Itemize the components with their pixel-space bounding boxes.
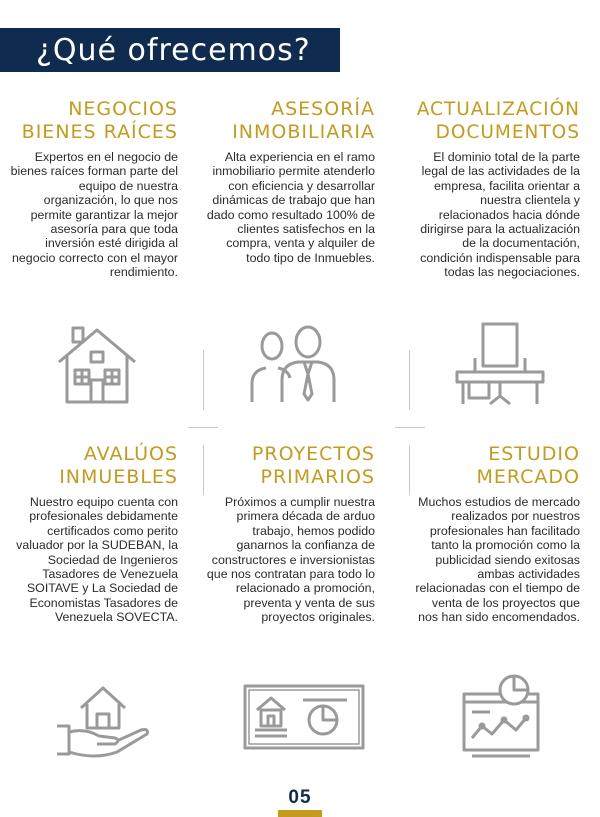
service-proyectos xyxy=(205,443,375,625)
service-title: ESTUDIO MERCADO xyxy=(476,443,580,488)
service-description: Nuestro equipo cuenta con profesionales debidamente certificados como perito valuador por la SUDEBAN, la Sociedad de Ingenieros Tasadores de Venezuela SOITAVE y La Sociedad de Economistas Tasadores de Venezuela SOVECTA. xyxy=(16,495,178,625)
service-title: AVALÚOS INMUEBLES xyxy=(59,443,178,488)
divider xyxy=(409,350,410,410)
service-description: Próximos a cumplir nuestra primera década de arduo trabajo, hemos podido ganarnos la confianza de constructores e inversionistas que nos contratan para todo lo relacionado a promoción, preventa y venta de sus proyectos originales. xyxy=(206,495,375,625)
office-desk-icon xyxy=(455,320,545,408)
service-actualizacion xyxy=(410,98,580,280)
house-icon xyxy=(55,322,139,406)
divider xyxy=(395,427,425,428)
service-title: NEGOCIOS BIENES RAÍCES xyxy=(21,98,178,143)
market-analytics-icon xyxy=(460,672,546,758)
page-number-underline xyxy=(278,810,322,817)
service-description: Expertos en el negocio de bienes raíces forman parte del equipo de nuestra organización, lo que nos permite garantizar la mejor asesoría para que toda inversión esté dirigida al negocio correcto con el mayor rendimiento. xyxy=(10,150,178,280)
page-title: ¿Qué ofrecemos? xyxy=(36,32,311,68)
service-description: El dominio total de la parte legal de las actividades de la empresa, facilita orientar a nuestra clientela y relacionados hacia dónde dirigirse para la actualización de la documentación, condición indispensable para todas las negociaciones. xyxy=(420,150,580,280)
service-avaluos xyxy=(8,443,178,625)
title-bar xyxy=(0,28,340,72)
service-description: Muchos estudios de mercado realizados por nuestros profesionales han facilitado tanto la promoción como la publicidad siendo exitosas ambas actividades relacionadas con el tiempo de venta de los proyectos que nos han sido encomendados. xyxy=(415,495,580,625)
divider xyxy=(409,445,410,495)
service-estudio xyxy=(410,443,580,625)
hand-house-icon xyxy=(55,680,151,760)
divider xyxy=(203,350,204,410)
service-title: ACTUALIZACIÓN DOCUMENTOS xyxy=(416,99,580,143)
project-board-icon xyxy=(243,684,365,750)
divider xyxy=(188,427,218,428)
service-asesoria xyxy=(205,98,375,265)
advisors-icon xyxy=(248,322,338,406)
service-title: PROYECTOS PRIMARIOS xyxy=(251,443,375,488)
service-title: ASESORÍA INMOBILIARIA xyxy=(232,98,375,143)
divider xyxy=(203,445,204,495)
service-description: Alta experiencia en el ramo inmobiliario permite atenderlo con eficiencia y desarrollar dinámicas de trabajo que han dado como resultado 100% de clientes satisfechos en la compra, venta y alquiler de todo tipo de Inmuebles. xyxy=(206,150,375,265)
service-negocios xyxy=(8,98,178,280)
page-number: 05 xyxy=(288,787,312,808)
